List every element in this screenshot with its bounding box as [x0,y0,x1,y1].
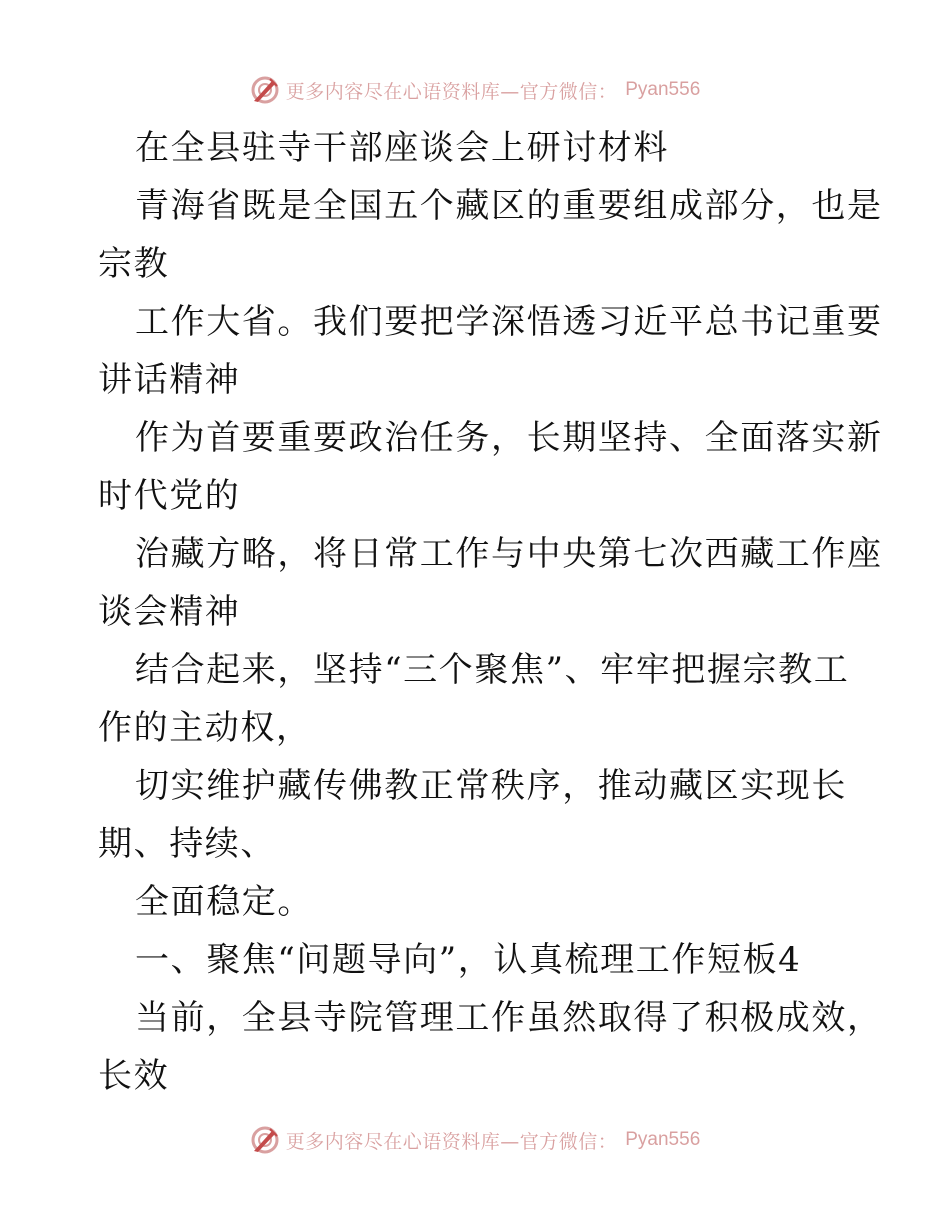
text-line: 结合起来，坚持“三个聚焦”、牢牢把握宗教工 [135,650,850,690]
text-line: 作为首要重要政治任务，长期坚持、全面落实新 [135,418,883,458]
text-line: 青海省既是全国五个藏区的重要组成部分，也是 [135,186,883,226]
text-line: 治藏方略，将日常工作与中央第七次西藏工作座 [135,534,883,574]
text-line: 工作大省。我们要把学深悟透习近平总书记重要 [135,302,883,342]
watermark-text: 更多内容尽在心语资料库—官方微信： [285,80,618,103]
header-watermark [0,72,950,108]
text-line: 切实维护藏传佛教正常秩序，推动藏区实现长 [135,766,847,806]
footer-watermark [0,1122,950,1158]
watermark-handle: Pyan556 [625,1129,701,1150]
watermark-handle: Pyan556 [625,79,701,100]
quill-logo-icon [250,75,280,105]
text-line: 全面稳定。 [135,882,313,922]
text-line: 期、持续、 [98,824,276,864]
text-line: 时代党的 [98,476,241,516]
text-line: 当前，全县寺院管理工作虽然取得了积极成效， [135,998,883,1038]
text-line: 宗教 [98,244,170,284]
text-line: 讲话精神 [98,360,241,400]
text-line: 作的主动权， [98,708,312,748]
quill-logo-icon [250,1125,280,1155]
watermark-text: 更多内容尽在心语资料库—官方微信： [285,1130,618,1153]
document-title: 在全县驻寺干部座谈会上研讨材料 [135,128,669,168]
section-heading: 一、聚焦“问题导向”，认真梳理工作短板4 [135,940,802,980]
text-line: 谈会精神 [98,592,241,632]
text-line: 长效 [98,1056,170,1096]
